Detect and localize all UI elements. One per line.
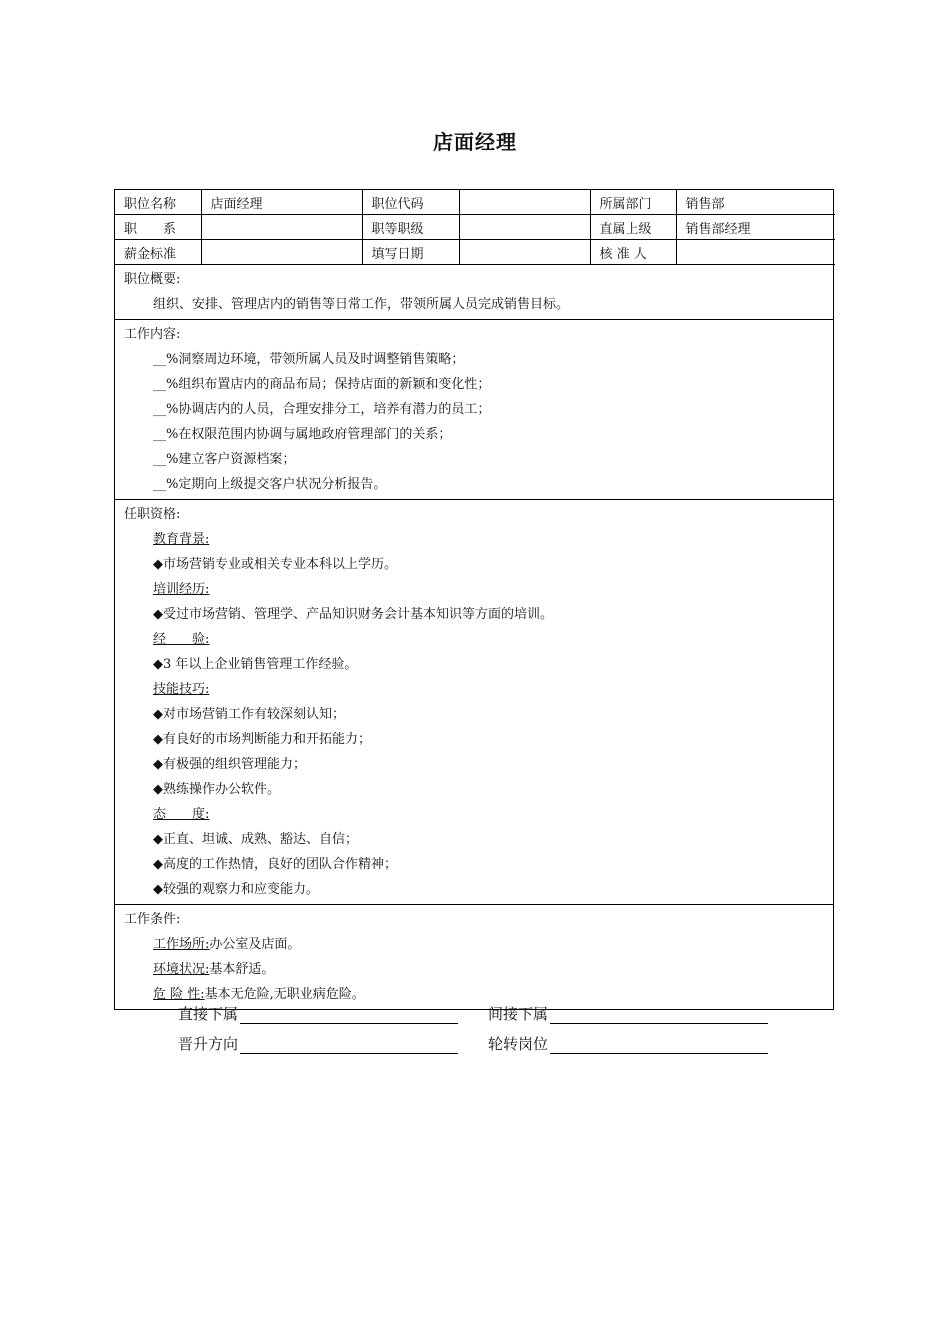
education-item: ◆市场营销专业或相关专业本科以上学历。 [153,557,397,572]
conditions-section [115,905,833,1009]
duty-item: __%协调店内的人员，合理安排分工，培养有潜力的员工； [153,402,491,417]
work-place-value: 办公室及店面。 [209,937,301,952]
fill-date-value [459,240,590,265]
duty-item: __%组织布置店内的商品布局；保持店面的新颖和变化性； [153,377,491,392]
grade-value [459,215,590,240]
attitude-item: ◆高度的工作热情，良好的团队合作精神； [153,857,397,872]
attitude-item: ◆较强的观察力和应变能力。 [153,882,319,897]
supervisor-value: 销售部经理 [676,215,835,240]
environment-label: 环境状况: [153,962,210,977]
position-code-label: 职位代码 [362,190,459,215]
series-label: 职 系 [115,215,201,240]
qualifications-section [115,500,833,905]
skills-item: ◆对市场营销工作有较深刻认知； [153,707,345,722]
experience-label: 经 验: [153,632,210,647]
work-place-label: 工作场所: [153,937,210,952]
rotation-post-blank [550,1035,768,1054]
conditions-heading: 工作条件: [124,912,181,927]
position-name-label: 职位名称 [115,190,201,215]
education-label: 教育背景: [153,532,210,547]
duty-item: __%建立客户资源档案； [153,452,296,467]
skills-item: ◆熟练操作办公软件。 [153,782,280,797]
approver-value [676,240,835,265]
duty-item: __%在权限范围内协调与属地政府管理部门的关系； [153,427,452,442]
grade-label: 职等职级 [362,215,459,240]
rotation-post-label: 轮转岗位 [488,1035,549,1053]
salary-label: 薪金标准 [115,240,201,265]
position-code-value [459,190,590,215]
supervisor-label: 直属上级 [590,215,676,240]
promotion-path-field [178,1033,458,1055]
direct-subordinate-field [178,1003,458,1025]
department-value: 销售部 [676,190,835,215]
attitude-item: ◆正直、坦诚、成熟、豁达、自信； [153,832,358,847]
info-row-1 [115,190,835,215]
position-info-table [115,190,835,265]
risk-label: 危 险 性: [153,987,205,1002]
duties-section [115,320,833,500]
qualifications-heading: 任职资格: [124,507,181,522]
approver-label: 核 准 人 [590,240,676,265]
direct-subordinate-blank [240,1005,458,1024]
work-place-row [115,932,833,957]
environment-value: 基本舒适。 [209,962,275,977]
duty-item: __%洞察周边环境，带领所属人员及时调整销售策略； [153,352,465,367]
indirect-subordinate-label: 间接下属 [488,1005,549,1023]
skills-item: ◆有良好的市场判断能力和开拓能力； [153,732,371,747]
direct-subordinate-label: 直接下属 [178,1005,239,1023]
indirect-subordinate-field [488,1003,768,1025]
experience-item: ◆3 年以上企业销售管理工作经验。 [153,657,358,672]
attitude-label: 态 度: [153,807,210,822]
training-label: 培训经历: [153,582,210,597]
job-description-form [114,189,834,1010]
indirect-subordinate-blank [550,1005,768,1024]
summary-section [115,265,833,320]
promotion-path-label: 晋升方向 [178,1035,239,1053]
series-value [201,215,362,240]
salary-value [201,240,362,265]
rotation-post-field [488,1033,768,1055]
duties-heading: 工作内容: [124,327,181,342]
duty-item: __%定期向上级提交客户状况分析报告。 [153,477,387,492]
info-row-3 [115,240,835,265]
fill-date-label: 填写日期 [362,240,459,265]
training-item: ◆受过市场营销、管理学、产品知识财务会计基本知识等方面的培训。 [153,607,553,622]
skills-item: ◆有极强的组织管理能力； [153,757,306,772]
info-row-2 [115,215,835,240]
department-label: 所属部门 [590,190,676,215]
summary-heading: 职位概要: [124,272,181,287]
summary-text: 组织、安排、管理店内的销售等日常工作，带领所属人员完成销售目标。 [153,297,570,312]
position-name-value: 店面经理 [201,190,362,215]
skills-label: 技能技巧: [153,682,210,697]
page-title: 店面经理 [433,130,517,154]
promotion-path-blank [240,1035,458,1054]
environment-row [115,957,833,982]
risk-value: 基本无危险,无职业病危险。 [204,987,365,1002]
